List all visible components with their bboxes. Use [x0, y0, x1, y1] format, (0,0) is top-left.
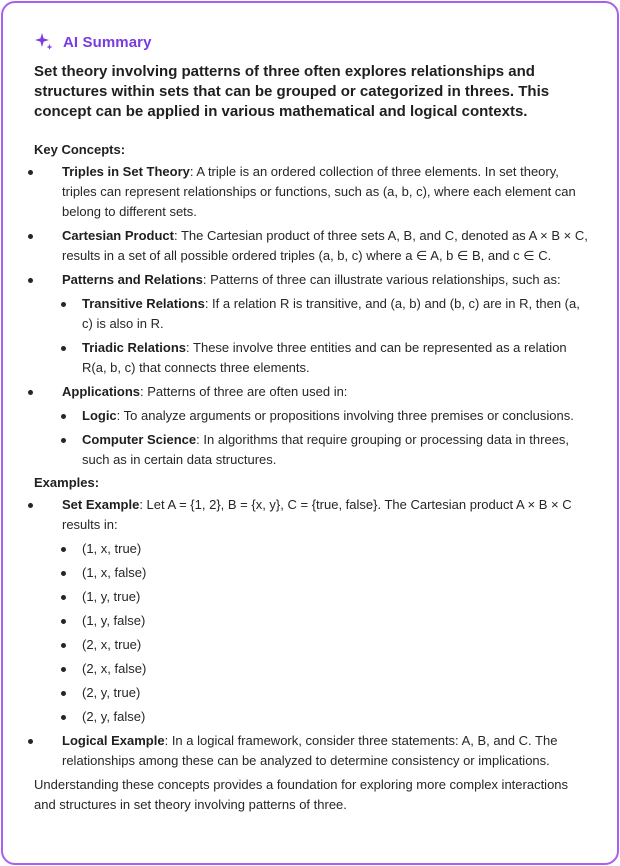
sub-list	[62, 406, 589, 470]
triple-item: (1, x, true)	[62, 539, 589, 559]
sub-item-term: Triadic Relations	[82, 340, 187, 355]
list-item-text: : Patterns of three can illustrate various relationships, such as:	[202, 272, 561, 287]
triple-item: (2, x, true)	[62, 635, 589, 655]
triples-list	[62, 539, 589, 727]
sub-list-item	[62, 430, 589, 470]
list-item	[34, 731, 589, 771]
summary-title: AI Summary	[63, 33, 152, 51]
triple-item: (1, y, false)	[62, 611, 589, 631]
list-item-term: Applications	[62, 384, 141, 399]
triple-item: (2, x, false)	[62, 659, 589, 679]
sparkle-icon	[34, 32, 54, 52]
key-concepts-heading: Key Concepts:	[34, 142, 126, 157]
examples-list	[34, 495, 589, 771]
sub-item-text: : In algorithms that require grouping or processing data in threes, such as in certain data structures.	[82, 432, 570, 467]
list-item	[34, 226, 589, 266]
list-item-text: : The Cartesian product of three sets A, B, and C, denoted as A × B × C, results in a set of all possible ordered triples (a, b, c) where a ∈ A, b ∈ B, and c ∈ C.	[62, 228, 588, 263]
list-item-text: : Patterns of three are often used in:	[140, 384, 348, 399]
triple-item: (2, y, false)	[62, 707, 589, 727]
sub-item-text: : To analyze arguments or propositions involving three premises or conclusions.	[116, 408, 574, 423]
sub-list	[62, 294, 589, 378]
sub-item-text: : These involve three entities and can be represented as a relation R(a, b, c) that connects three elements.	[82, 340, 567, 375]
sub-item-term: Logic	[82, 408, 117, 423]
examples-heading: Examples:	[34, 475, 100, 490]
list-item-text: : In a logical framework, consider three statements: A, B, and C. The relationships among these can be analyzed to determine consistency or implications.	[62, 733, 558, 768]
list-item-text: : A triple is an ordered collection of three elements. In set theory, triples can represent relationships or functions, such as (a, b, c), where each element can belong to different sets.	[62, 164, 576, 219]
list-item-term: Patterns and Relations	[62, 272, 203, 287]
sub-list-item	[62, 294, 589, 334]
list-item-text: : Let A = {1, 2}, B = {x, y}, C = {true, false}. The Cartesian product A × B × C results in:	[62, 497, 572, 532]
list-item	[34, 162, 589, 222]
triple-item: (1, y, true)	[62, 587, 589, 607]
triple-item: (2, y, true)	[62, 683, 589, 703]
list-item-term: Cartesian Product	[62, 228, 174, 243]
sub-list-item	[62, 406, 589, 426]
list-item-term: Triples in Set Theory	[62, 164, 190, 179]
sub-item-term: Transitive Relations	[82, 296, 205, 311]
list-item-term: Logical Example	[62, 733, 165, 748]
summary-lead: Set theory involving patterns of three often explores relationships and structures within sets that can be grouped or categorized in threes. This concept can be applied in various mathematical and logical contexts.	[34, 63, 550, 120]
ai-summary-card	[1, 1, 619, 865]
list-item	[34, 270, 589, 378]
summary-closing: Understanding these concepts provides a foundation for exploring more complex interactions and structures in set theory involving patterns of three.	[34, 777, 569, 812]
list-item	[34, 382, 589, 470]
list-item	[34, 495, 589, 727]
list-item-term: Set Example	[62, 497, 140, 512]
sub-item-term: Computer Science	[82, 432, 197, 447]
summary-header	[34, 31, 589, 53]
key-concepts-list	[34, 162, 589, 470]
sub-item-text: : If a relation R is transitive, and (a, b) and (b, c) are in R, then (a, c) is also in R.	[82, 296, 580, 331]
triple-item: (1, x, false)	[62, 563, 589, 583]
sub-list-item	[62, 338, 589, 378]
